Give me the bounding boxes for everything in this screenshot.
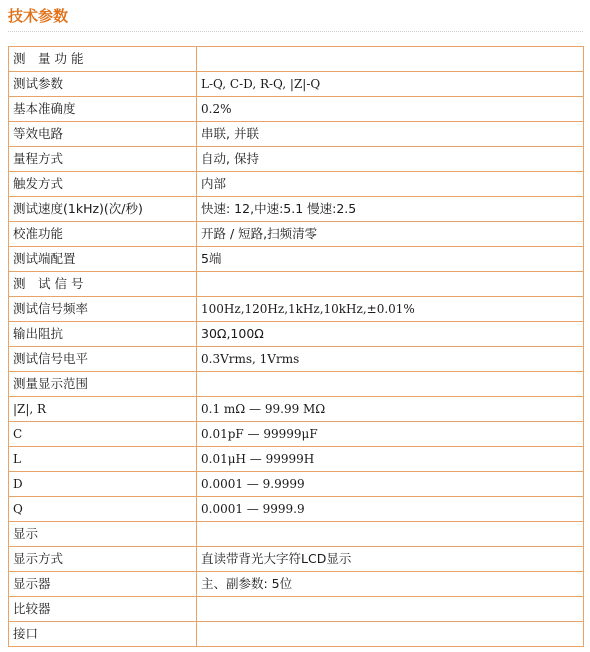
table-row <box>9 322 584 347</box>
table-row <box>9 147 584 172</box>
row-value: 内部 <box>197 172 584 197</box>
row-label: 测试参数 <box>9 72 197 97</box>
row-label: D <box>9 472 197 497</box>
row-value: 快速: 12,中速:5.1 慢速:2.5 <box>197 197 584 222</box>
row-value <box>197 272 584 297</box>
row-value: 开路 / 短路,扫频清零 <box>197 222 584 247</box>
row-label: 测试端配置 <box>9 247 197 272</box>
row-value: 0.0001 — 9999.9 <box>197 497 584 522</box>
row-label: C <box>9 422 197 447</box>
row-value <box>197 597 584 622</box>
spec-table-body <box>9 47 584 647</box>
row-label: 测 试 信 号 <box>9 272 197 297</box>
spec-table <box>8 46 584 647</box>
table-row <box>9 97 584 122</box>
table-row <box>9 347 584 372</box>
row-value: 主、副参数: 5位 <box>197 572 584 597</box>
row-value: 0.0001 — 9.9999 <box>197 472 584 497</box>
table-row <box>9 622 584 647</box>
table-row <box>9 597 584 622</box>
row-value: 0.3Vrms, 1Vrms <box>197 347 584 372</box>
row-label: 测试速度(1kHz)(次/秒) <box>9 197 197 222</box>
row-label: 测试信号频率 <box>9 297 197 322</box>
row-value: 串联, 并联 <box>197 122 584 147</box>
section-title: 技术参数 <box>8 7 69 25</box>
row-label: 测 量 功 能 <box>9 47 197 72</box>
row-value: 自动, 保持 <box>197 147 584 172</box>
row-label: 接口 <box>9 622 197 647</box>
row-label: 显示 <box>9 522 197 547</box>
table-row <box>9 372 584 397</box>
table-row <box>9 522 584 547</box>
table-row <box>9 297 584 322</box>
row-value: 直读带背光大字符LCD显示 <box>197 547 584 572</box>
table-row <box>9 472 584 497</box>
table-row <box>9 222 584 247</box>
table-row <box>9 122 584 147</box>
row-value: 0.1 mΩ — 99.99 MΩ <box>197 397 584 422</box>
row-value: L-Q, C-D, R-Q, |Z|-Q <box>197 72 584 97</box>
table-row <box>9 397 584 422</box>
table-row <box>9 272 584 297</box>
table-row <box>9 447 584 472</box>
row-value <box>197 622 584 647</box>
row-label: 校准功能 <box>9 222 197 247</box>
row-value: 5端 <box>197 247 584 272</box>
table-row <box>9 247 584 272</box>
title-divider <box>8 31 583 32</box>
row-label: 触发方式 <box>9 172 197 197</box>
row-label: 基本准确度 <box>9 97 197 122</box>
row-label: 等效电路 <box>9 122 197 147</box>
row-label: 测量显示范围 <box>9 372 197 397</box>
row-value: 0.01μH — 99999H <box>197 447 584 472</box>
table-row <box>9 497 584 522</box>
table-row <box>9 197 584 222</box>
row-value: 0.01pF — 99999μF <box>197 422 584 447</box>
row-value <box>197 372 584 397</box>
table-row <box>9 547 584 572</box>
table-row <box>9 572 584 597</box>
row-label: Q <box>9 497 197 522</box>
row-label: 输出阻抗 <box>9 322 197 347</box>
row-label: L <box>9 447 197 472</box>
row-value: 30Ω,100Ω <box>197 322 584 347</box>
row-value <box>197 47 584 72</box>
row-label: 比较器 <box>9 597 197 622</box>
row-label: |Z|, R <box>9 397 197 422</box>
table-row <box>9 72 584 97</box>
table-row <box>9 172 584 197</box>
row-label: 显示方式 <box>9 547 197 572</box>
row-label: 显示器 <box>9 572 197 597</box>
table-row <box>9 47 584 72</box>
row-value <box>197 522 584 547</box>
row-label: 量程方式 <box>9 147 197 172</box>
table-row <box>9 422 584 447</box>
row-value: 100Hz,120Hz,1kHz,10kHz,±0.01% <box>197 297 584 322</box>
row-label: 测试信号电平 <box>9 347 197 372</box>
row-value: 0.2% <box>197 97 584 122</box>
